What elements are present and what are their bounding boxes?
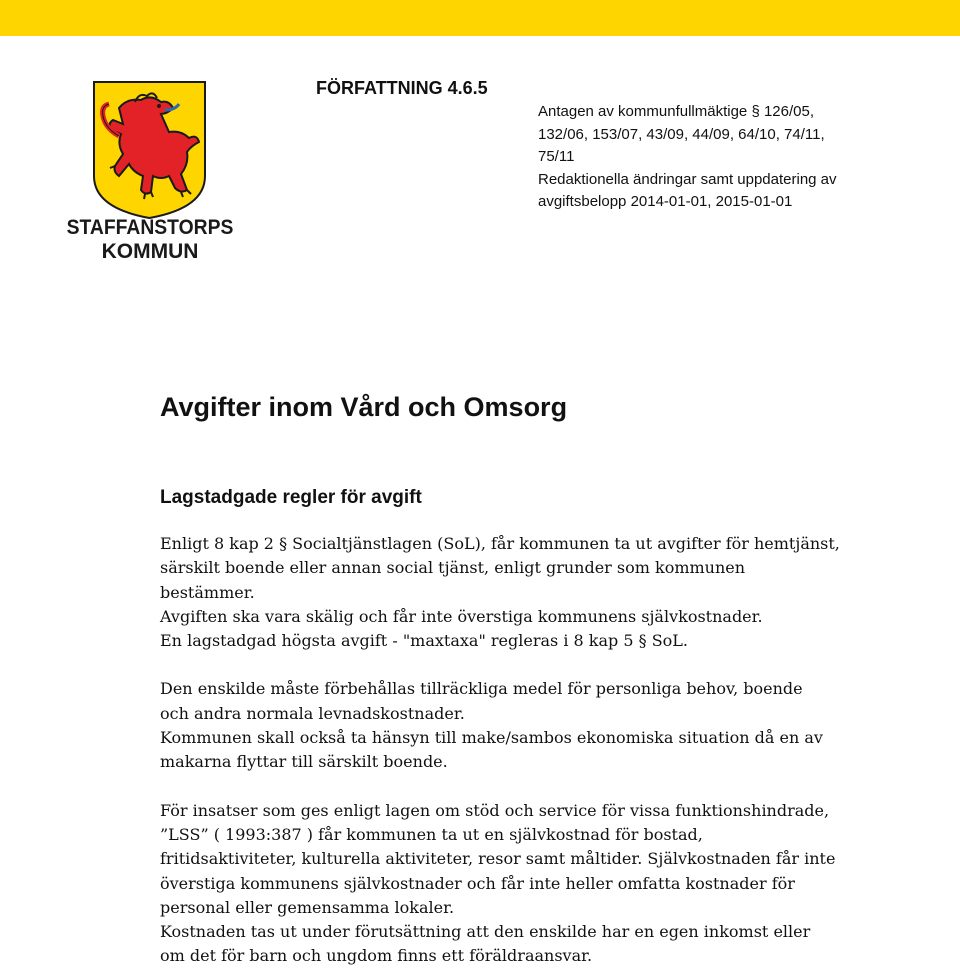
- text-line: För insatser som ges enligt lagen om stöd och service för vissa funktionshindrade,: [160, 800, 830, 820]
- text-line: Den enskilde måste förbehållas tillräckliga medel för personliga behov, boende: [160, 679, 803, 699]
- document-code: FÖRFATTNING 4.6.5: [316, 78, 488, 98]
- section-heading: Lagstadgade regler för avgift: [160, 487, 422, 508]
- logo-text-line2: KOMMUN: [101, 240, 199, 263]
- adoption-line: 132/06, 153/07, 43/09, 44/09, 64/10, 74/11,: [538, 125, 825, 143]
- adoption-line: 75/11: [538, 148, 575, 165]
- adoption-line: Antagen av kommunfullmäktige § 126/05,: [538, 103, 814, 120]
- paragraph-gap: [160, 653, 950, 677]
- body-text: [160, 532, 950, 969]
- document-title: Avgifter inom Vård och Omsorg: [160, 392, 568, 422]
- adoption-line: Redaktionella ändringar samt uppdatering av: [538, 170, 837, 188]
- paragraph-gap: [160, 775, 950, 799]
- adoption-info: [538, 101, 938, 214]
- text-line: Kostnaden tas ut under förutsättning att den enskilde har en egen inkomst eller: [160, 922, 811, 942]
- adoption-line: avgiftsbelopp 2014-01-01, 2015-01-01: [538, 193, 793, 210]
- text-line: Enligt 8 kap 2 § Socialtjänstlagen (SoL), får kommunen ta ut avgifter för hemtjänst,: [160, 534, 840, 553]
- coat-of-arms-icon: [57, 80, 243, 220]
- text-line: personal eller gemensamma lokaler.: [160, 897, 455, 917]
- text-line: Kommunen skall också ta hänsyn till make/sambos ekonomiska situation då en av: [160, 728, 823, 748]
- text-line: om det för barn och ungdom finns ett föräldraansvar.: [160, 946, 593, 966]
- text-line: överstiga kommunens självkostnader och får inte heller omfatta kostnader för: [160, 873, 795, 893]
- municipality-logo: [57, 80, 243, 266]
- text-line: fritidsaktiviteter, kulturella aktiviteter, resor samt måltider. Självkostnaden får inte: [160, 849, 836, 869]
- logo-text-line1: STAFFANSTORPS: [66, 216, 234, 239]
- top-color-bar: [0, 0, 960, 36]
- text-line: En lagstadgad högsta avgift - "maxtaxa" regleras i 8 kap 5 § SoL.: [160, 631, 688, 651]
- text-line: bestämmer.: [160, 582, 255, 602]
- text-line: makarna flyttar till särskilt boende.: [160, 752, 448, 772]
- text-line: Avgiften ska vara skälig och får inte överstiga kommunens självkostnader.: [160, 606, 763, 626]
- text-line: ”LSS” ( 1993:387 ) får kommunen ta ut en självkostnad för bostad,: [160, 824, 703, 844]
- text-line: och andra normala levnadskostnader.: [160, 703, 465, 723]
- text-line: särskilt boende eller annan social tjänst, enligt grunder som kommunen: [160, 558, 746, 578]
